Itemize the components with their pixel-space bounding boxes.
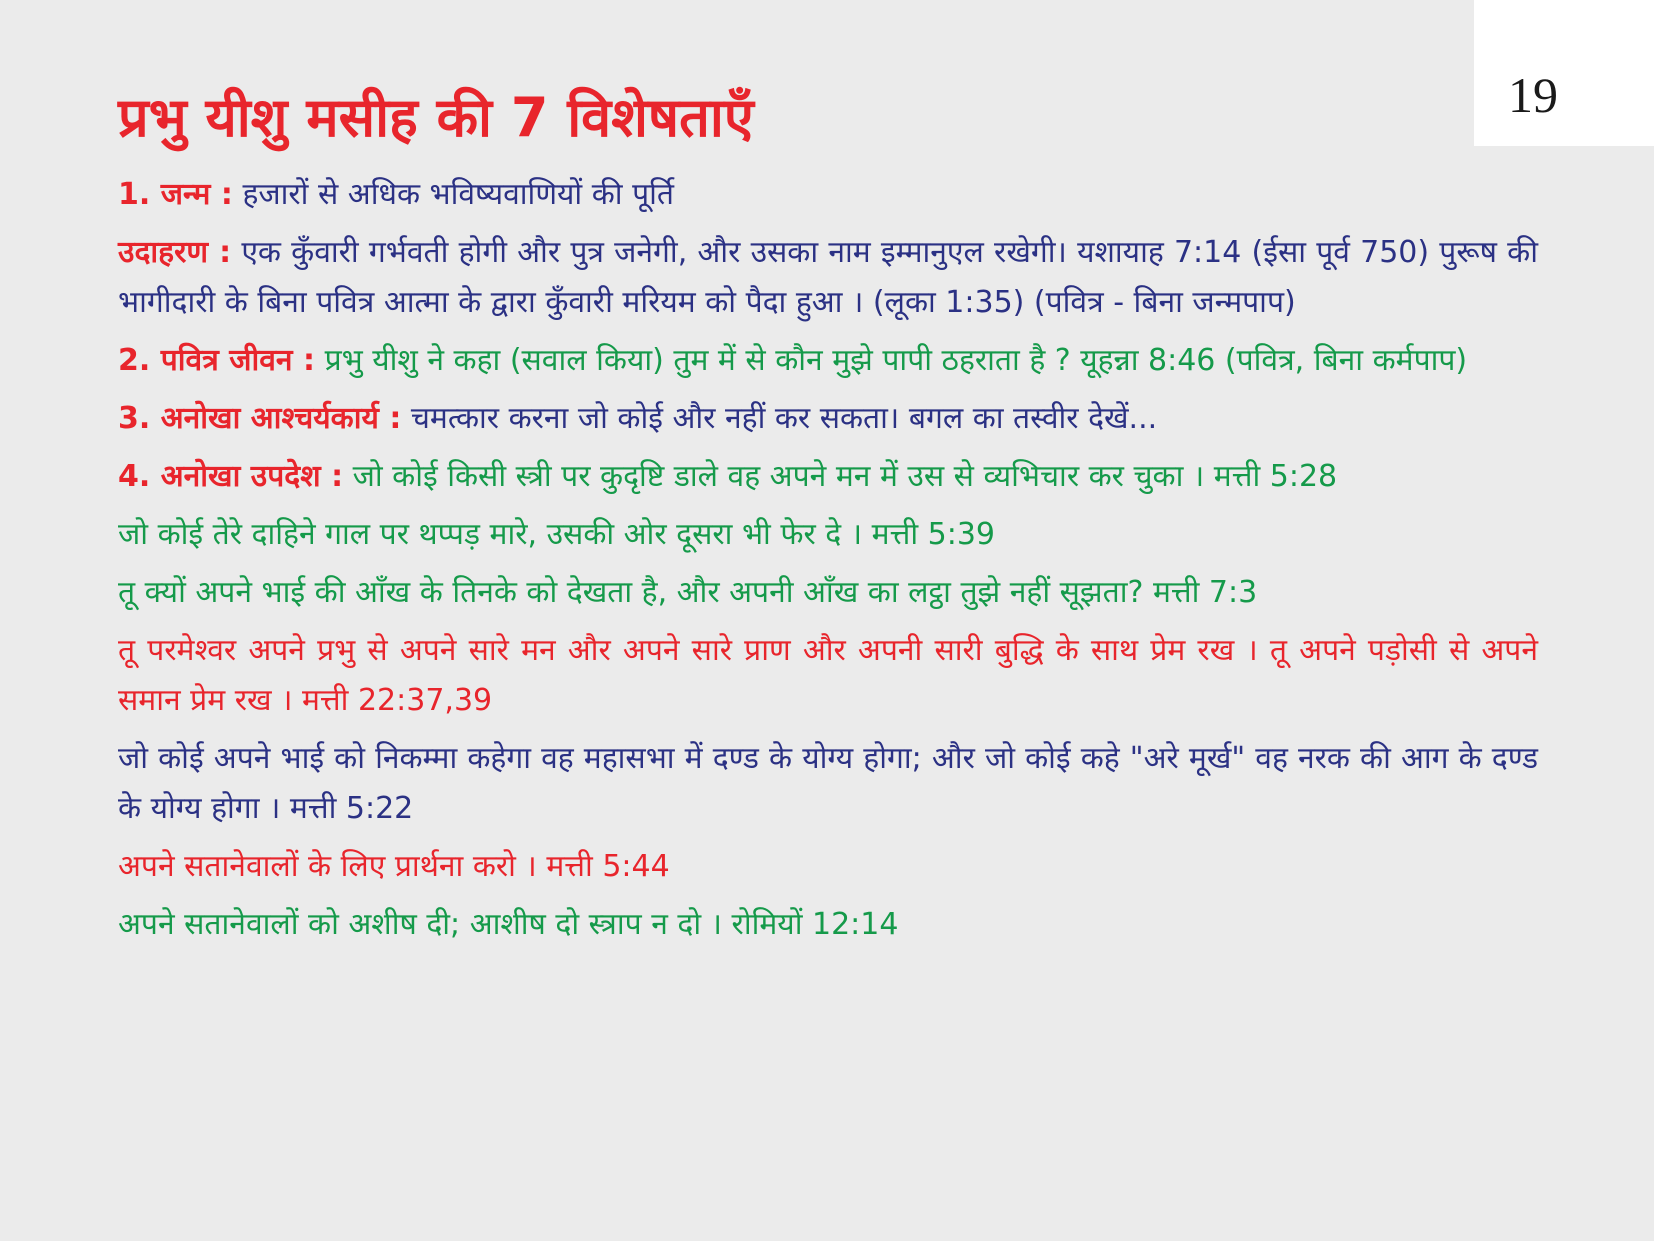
section-birth — [118, 170, 1538, 220]
section-example-label: उदाहरण : — [118, 234, 232, 270]
section-miracles-label: 3. अनोखा आश्चर्यकार्य : — [118, 400, 402, 436]
verse-matthew-7-3: तू क्यों अपने भाई की आँख के तिनके को देखता है, और अपनी आँख का लट्ठा तुझे नहीं सूझता? मत्ती 7:3 — [118, 574, 1258, 610]
verse-matthew-22-37: तू परमेश्वर अपने प्रभु से अपने सारे मन और अपने सारे प्राण और अपनी सारी बुद्धि के साथ प्रेम रख । तू अपने पड़ोसी से अपने समान प्रेम रख । मत्ती 22:37,39 — [118, 632, 1538, 718]
page-number: 19 — [1508, 67, 1558, 123]
section-example-text: एक कुँवारी गर्भवती होगी और पुत्र जनेगी, और उसका नाम इम्मानुएल रखेगी। यशायाह 7:14 (ईसा पूर्व 750) पुरूष की भागीदारी के बिना पवित्र आत्मा के द्वारा कुँवारी मरियम को पैदा हुआ । (लूका 1:35) (पवित्र - बिना जन्मपाप) — [118, 234, 1538, 320]
section-holy-life-label: 2. पवित्र जीवन : — [118, 342, 316, 378]
verse-matthew-5-22: जो कोई अपने भाई को निकम्मा कहेगा वह महासभा में दण्ड के योग्य होगा; और जो कोई कहे "अरे मूर्ख" वह नरक की आग के दण्ड के योग्य होगा । मत्ती 5:22 — [118, 740, 1538, 826]
section-birth-label: 1. जन्म : — [118, 176, 233, 212]
section-teaching-text: जो कोई किसी स्त्री पर कुदृष्टि डाले वह अपने मन में उस से व्यभिचार कर चुका । मत्ती 5:28 — [352, 458, 1338, 494]
verse-romans-12-14: अपने सतानेवालों को अशीष दी; आशीष दो स्त्राप न दो । रोमियों 12:14 — [118, 906, 899, 942]
section-holy-life — [118, 336, 1538, 386]
section-birth-text: हजारों से अधिक भविष्यवाणियों की पूर्ति — [242, 176, 674, 212]
section-miracles — [118, 394, 1538, 444]
verse-matthew-5-39: जो कोई तेरे दाहिने गाल पर थप्पड़ मारे, उसकी ओर दूसरा भी फेर दे । मत्ती 5:39 — [118, 516, 996, 552]
section-miracles-text: चमत्कार करना जो कोई और नहीं कर सकता। बगल का तस्वीर देखें... — [410, 400, 1158, 436]
page-content — [118, 84, 1538, 958]
page-title: प्रभु यीशु मसीह की 7 विशेषताएँ — [118, 86, 754, 149]
section-holy-life-text: प्रभु यीशु ने कहा (सवाल किया) तुम में से कौन मुझे पापी ठहराता है ? यूहन्ना 8:46 (पवित्र, बिना कर्मपाप) — [324, 342, 1468, 378]
section-example — [118, 228, 1538, 328]
section-teaching-label: 4. अनोखा उपदेश : — [118, 458, 344, 494]
section-teaching — [118, 452, 1538, 502]
verse-matthew-5-44: अपने सतानेवालों के लिए प्रार्थना करो । मत्ती 5:44 — [118, 848, 670, 884]
